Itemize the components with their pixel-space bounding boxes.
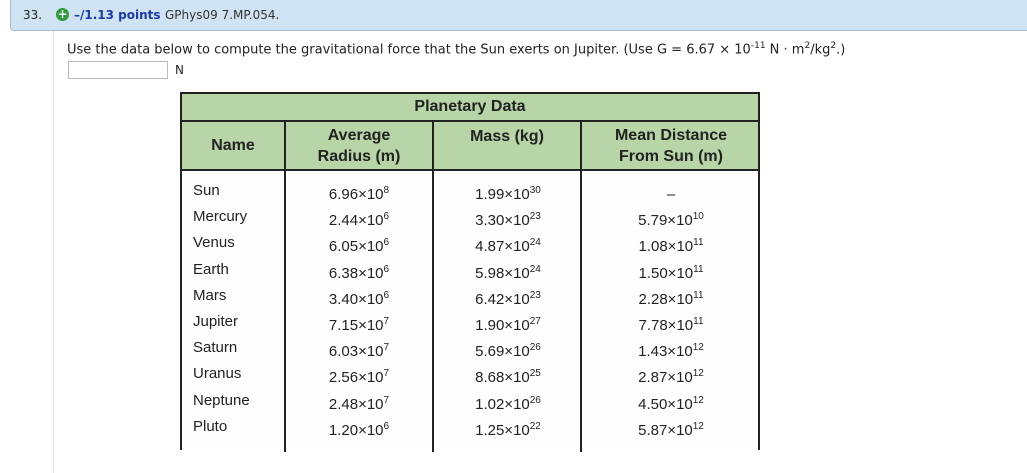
distance-value: $5.87\times 10^{12}$ (638, 420, 704, 439)
table-row (182, 388, 758, 414)
radius-value: $3.40\times 10^6$ (328, 289, 390, 308)
planet-name: Uranus (193, 365, 242, 383)
mass-value: $1.90\times 10^{27}$ (475, 315, 541, 334)
radius-value: $6.96\times 10^8$ (328, 185, 390, 203)
planet-name: Mercury (193, 208, 248, 226)
planet-name: Earth (193, 260, 229, 278)
radius-value: $6.03\times 10^7$ (328, 342, 390, 361)
planet-name: Pluto (193, 417, 228, 435)
radius-value: $2.48\times 10^7$ (328, 394, 390, 413)
distance-value: $2.28\times 10^{11}$ (638, 289, 704, 308)
radius-value: $7.15\times 10^7$ (328, 315, 390, 334)
distance-value: $1.50\times 10^{11}$ (638, 263, 704, 282)
answer-unit: N (175, 63, 184, 77)
mass-value: $3.30\times 10^{23}$ (475, 211, 541, 230)
header-mass: Mass (kg) (470, 128, 544, 145)
question-reference: GPhys09 7.MP.054. (165, 8, 280, 22)
answer-input[interactable] (68, 61, 168, 79)
planet-name: Venus (193, 234, 235, 252)
mass-value: $5.69\times 10^{26}$ (475, 342, 541, 361)
planetary-data-table (180, 92, 760, 450)
radius-value: $6.05\times 10^6$ (328, 237, 390, 256)
planet-name: Neptune (193, 391, 250, 409)
expand-plus-icon[interactable]: + (57, 7, 68, 21)
table-row (182, 204, 758, 230)
planet-name: Saturn (193, 339, 238, 357)
planet-name: Jupiter (193, 312, 239, 330)
mass-value: $8.68\times 10^{25}$ (475, 368, 541, 387)
planet-name: Mars (193, 286, 227, 304)
radius-value: $1.20\times 10^6$ (328, 420, 390, 439)
planet-name: Sun (193, 182, 220, 199)
points-label: –/1.13 points (74, 8, 161, 22)
distance-value: $2.87\times 10^{12}$ (638, 368, 704, 387)
mass-value: $1.02\times 10^{26}$ (475, 394, 541, 413)
radius-value: $2.56\times 10^7$ (328, 368, 390, 387)
mass-value: $5.98\times 10^{24}$ (475, 263, 541, 282)
table-header-row (182, 122, 758, 171)
distance-value: $4.50\times 10^{12}$ (638, 394, 704, 413)
table-row (182, 414, 758, 440)
table-title: Planetary Data (182, 94, 758, 122)
mass-value: $4.87\times 10^{24}$ (475, 237, 541, 256)
radius-value: $2.44\times 10^6$ (328, 211, 390, 230)
question-text: Use the data below to compute the gravitational force that the Sun exerts on Jupiter. (Use $G = 6.67 \times 10^{-11}$ $N \cdot m^2/kg^2$.) (67, 41, 846, 58)
radius-value: $6.38\times 10^6$ (328, 263, 390, 282)
left-divider (53, 31, 54, 473)
header-name: Name (211, 137, 255, 154)
table-row (182, 230, 758, 256)
distance-value: $7.78\times 10^{11}$ (638, 315, 704, 334)
mass-value: $6.42\times 10^{23}$ (475, 289, 541, 308)
distance-value: $1.43\times 10^{12}$ (638, 342, 704, 361)
table-row (182, 257, 758, 283)
distance-value: $5.79\times 10^{10}$ (638, 211, 704, 230)
table-row (182, 283, 758, 309)
question-header (10, 0, 1027, 31)
table-row (182, 361, 758, 387)
table-row (182, 178, 758, 204)
mass-value: $1.25\times 10^{22}$ (475, 420, 541, 439)
distance-value: – (666, 186, 676, 203)
question-number: 33. (23, 8, 43, 22)
header-distance: Mean Distance From Sun (m) (614, 126, 728, 165)
mass-value: $1.99\times 10^{30}$ (475, 185, 541, 203)
table-row (182, 335, 758, 361)
table-row (182, 309, 758, 335)
table-body (182, 178, 758, 440)
header-radius: Average Radius (m) (317, 126, 401, 165)
distance-value: $1.08\times 10^{11}$ (638, 237, 704, 256)
